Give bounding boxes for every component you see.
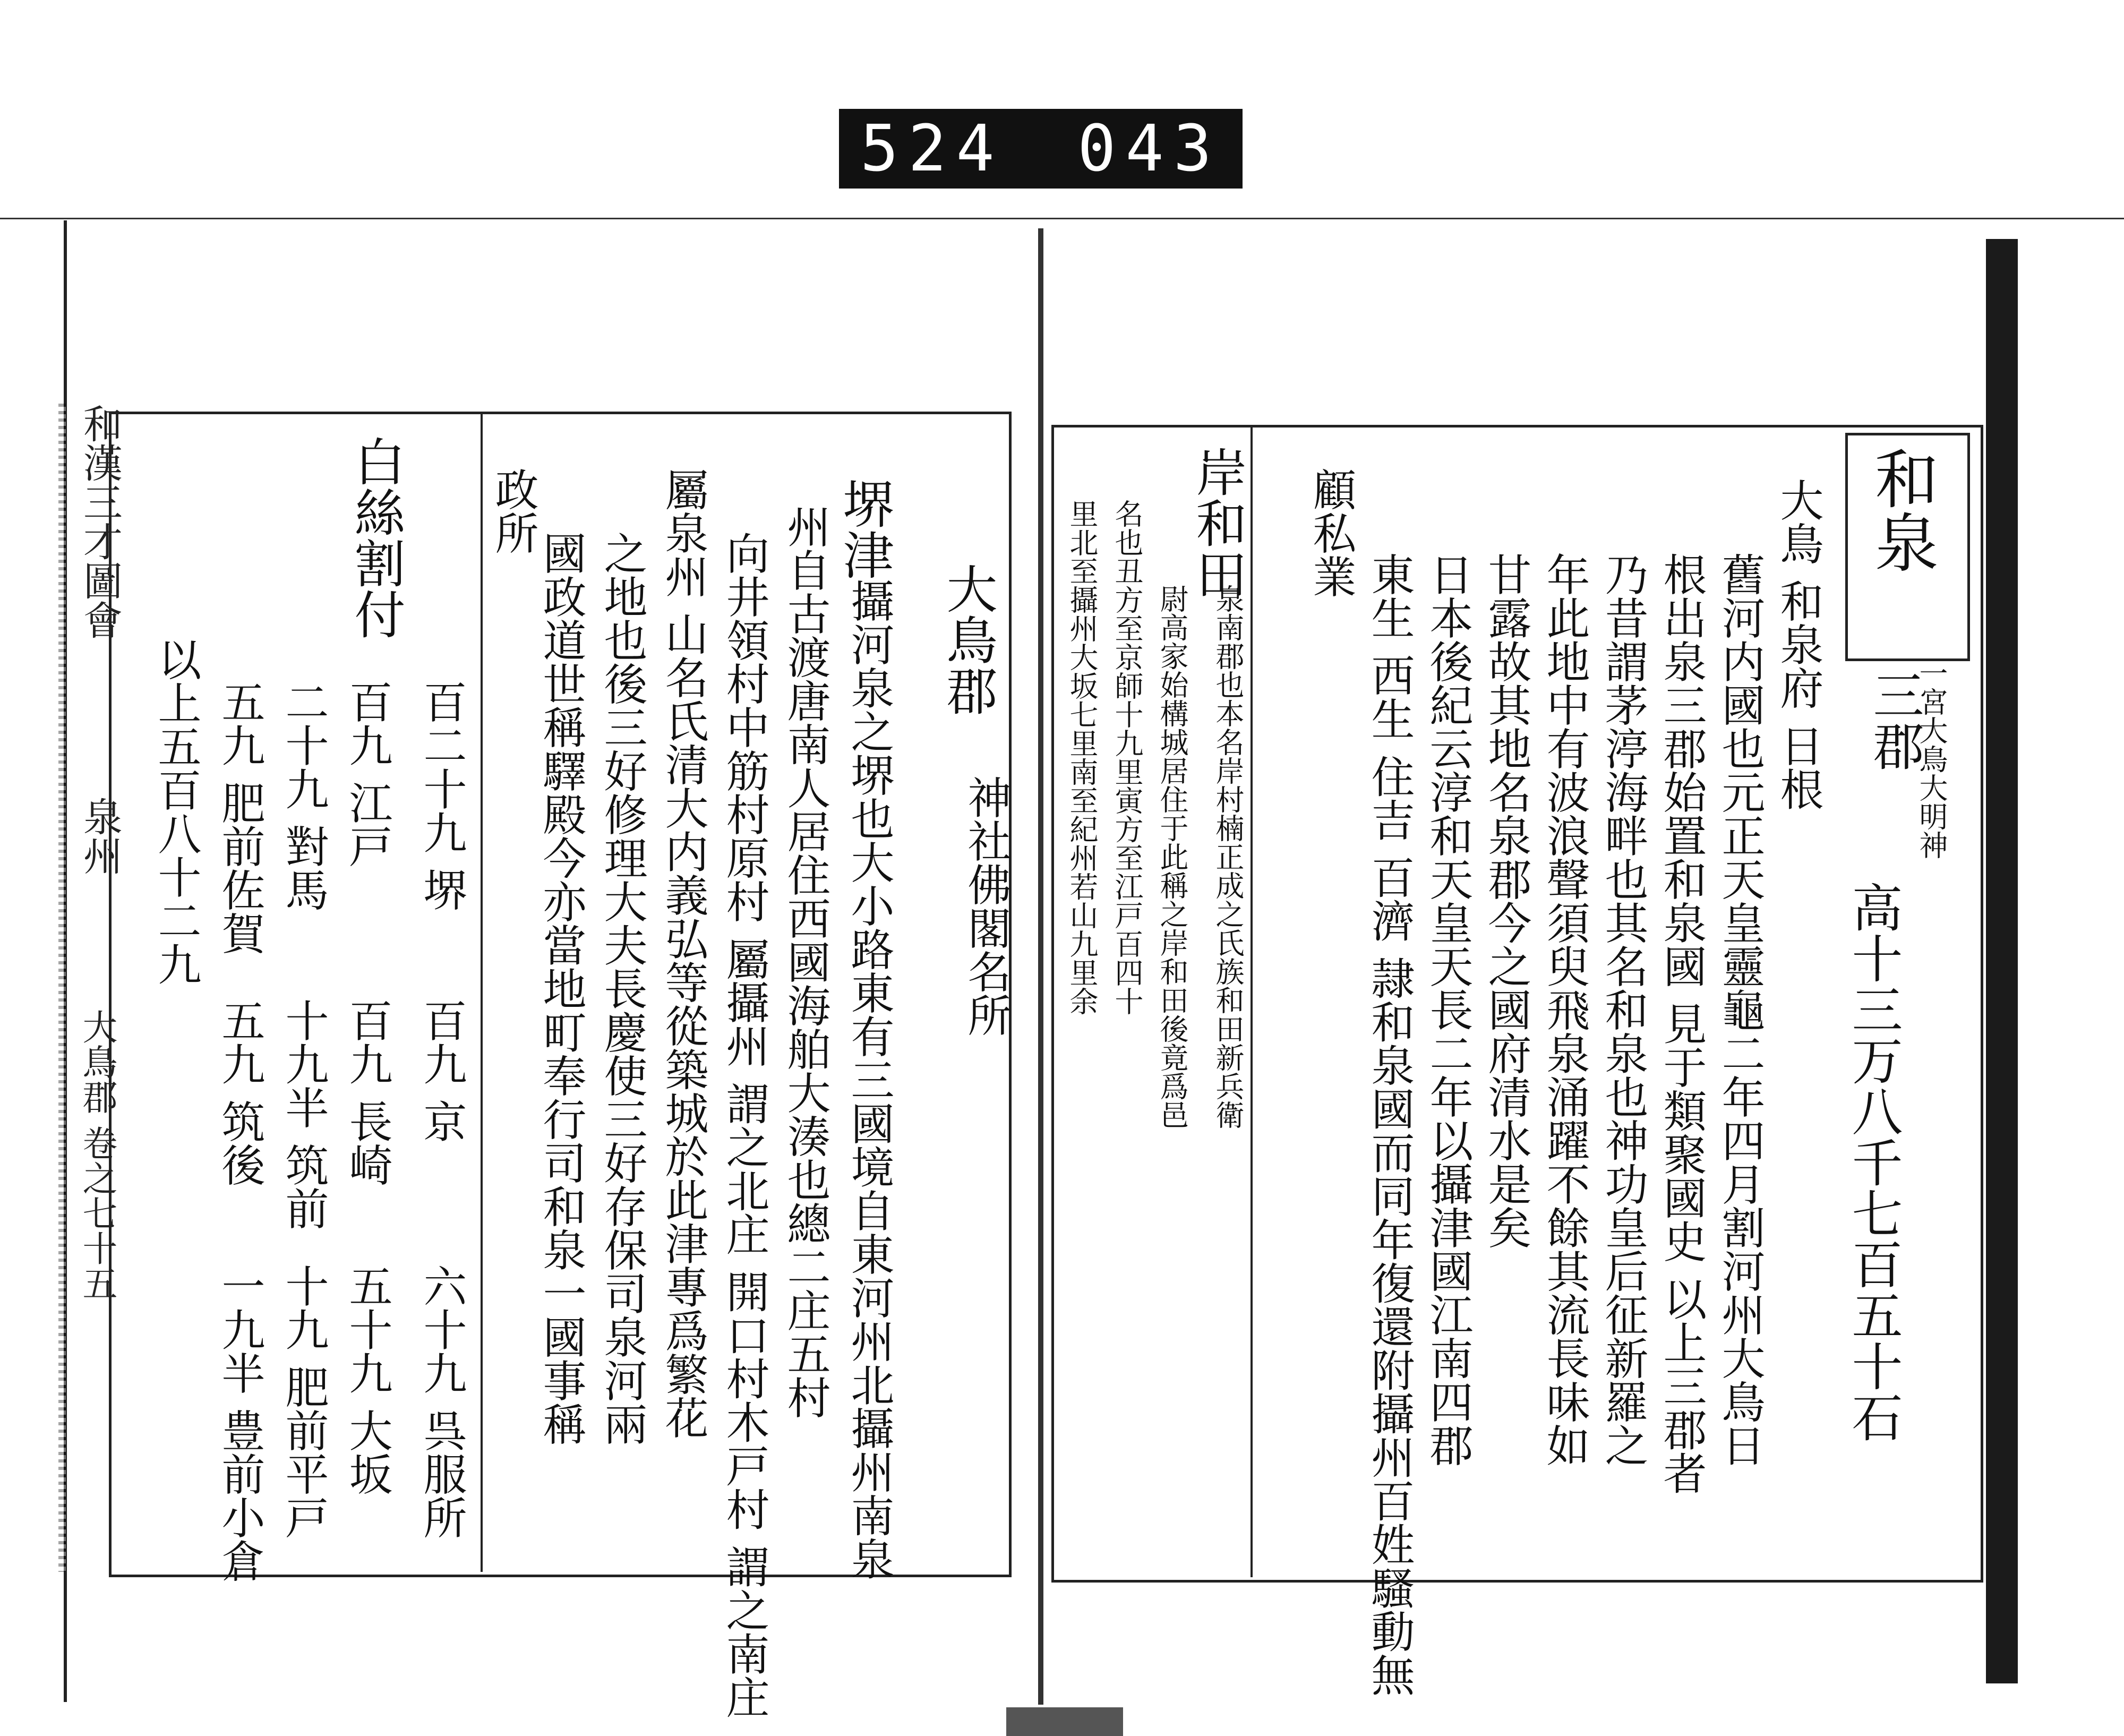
sakai-line-3: 向井領村中筋村原村 屬攝州 謂之北庄 開口村木戸村 謂之南庄	[719, 531, 769, 1719]
silk-title: 白絲割付	[346, 435, 406, 639]
right-inner-divider	[1251, 427, 1253, 1577]
silk-row-2-b: 百九 長崎	[342, 998, 392, 1187]
side-tab-district: 大鳥郡 卷之七十五	[76, 1009, 117, 1301]
history-line-8: 顧私業	[1306, 467, 1356, 598]
side-tab-title: 和漢三才圖會	[77, 404, 123, 639]
history-line-6: 日本後紀云淳和天皇天長二年以攝津國江南四郡	[1423, 552, 1473, 1467]
districts-list: 大鳥 和泉府 日根	[1773, 478, 1823, 811]
top-rule	[0, 218, 2124, 219]
silk-row-4-a: 五九 肥前佐賀	[215, 680, 265, 955]
history-line-5: 甘露故其地名泉郡今之國府清水是矣	[1481, 552, 1531, 1249]
silk-row-3-c: 十九 肥前平戸	[278, 1264, 329, 1540]
silk-row-4-b: 五九 筑後	[215, 998, 265, 1187]
kishiwada-heading: 岸和田	[1188, 446, 1247, 599]
province-title: 和泉	[1864, 446, 1938, 574]
left-edge-marks	[58, 404, 66, 1572]
kishiwada-line-1: 泉南郡也本名岸村楠正成之氏族和田新兵衛	[1211, 584, 1245, 1129]
sakai-line-2: 州自古渡唐南人居住西國海舶大湊也總二庄五村	[780, 504, 830, 1419]
kishiwada-line-4: 里北至攝州大坂七里南至紀州若山九里余	[1065, 499, 1099, 1015]
book-spine	[1038, 228, 1043, 1705]
archive-label	[839, 109, 1243, 189]
sakai-heading: 堺津	[835, 478, 894, 580]
history-line-2: 根出泉三郡始置和泉國 見于類聚國史 以上三郡者	[1656, 552, 1707, 1495]
history-line-3: 乃昔謂茅渟海畔也其名和泉也神功皇后征新羅之	[1598, 552, 1648, 1467]
temples-heading: 神社佛閣名所	[961, 775, 1011, 1037]
sakai-line-6: 國政道世稱驛殿今亦當地町奉行司和泉一國事稱	[536, 531, 586, 1446]
silk-row-2-c: 五十九 大坂	[342, 1264, 392, 1496]
silk-row-2-a: 百九 江戸	[342, 680, 392, 868]
binding-mark	[1006, 1707, 1123, 1736]
district-heading: 大鳥郡	[938, 563, 998, 716]
sakai-line-7: 政所	[488, 467, 538, 554]
first-shrine: 一宮大鳥大明神	[1915, 659, 1948, 859]
silk-row-4-c: 一九半 豊前小倉	[215, 1264, 265, 1583]
history-line-7: 東生 西生 住吉 百濟 隷和泉國而同年復還附攝州百姓騷動無	[1364, 552, 1415, 1697]
left-inner-divider	[481, 414, 483, 1572]
silk-row-1-a: 百二十九 堺	[416, 680, 467, 912]
silk-row-1-c: 六十九 呉服所	[416, 1264, 467, 1540]
silk-total: 以上五百八十二九	[151, 637, 201, 986]
sakai-line-1: 攝河泉之堺也大小路東有三國境自東河州北攝州南泉	[844, 579, 894, 1580]
history-line-4: 年此地中有波浪聲須臾飛泉涌躍不餘其流長味如	[1539, 552, 1590, 1467]
sakai-line-4: 屬泉州 山名氏清大内義弘等從築城於此津專爲繁花	[658, 467, 708, 1440]
history-line-1: 舊河内國也元正天皇靈龜二年四月割河州大鳥日	[1715, 552, 1765, 1467]
rice-yield: 高十三万八千七百五十石	[1844, 882, 1903, 1442]
silk-row-3-a: 二十九 對馬	[278, 680, 329, 912]
side-tab-province: 泉州	[77, 797, 123, 875]
kishiwada-line-3: 名也丑方至京師十九里寅方至江戸百四十	[1110, 499, 1144, 1015]
sakai-line-5: 之地也後三好修理大夫長慶使三好存保司泉河兩	[597, 531, 647, 1446]
kishiwada-line-2: 尉高家始構城居住于此稱之岸和田後竟爲邑	[1155, 584, 1189, 1129]
silk-row-3-b: 十九半 筑前	[278, 998, 329, 1230]
silk-row-1-b: 百九 京	[416, 998, 467, 1143]
archive-number-left: 524	[860, 112, 1004, 186]
districts-count: 三郡	[1865, 669, 1924, 771]
archive-number-right: 043	[1077, 112, 1221, 186]
right-page-edge	[1986, 239, 2018, 1683]
